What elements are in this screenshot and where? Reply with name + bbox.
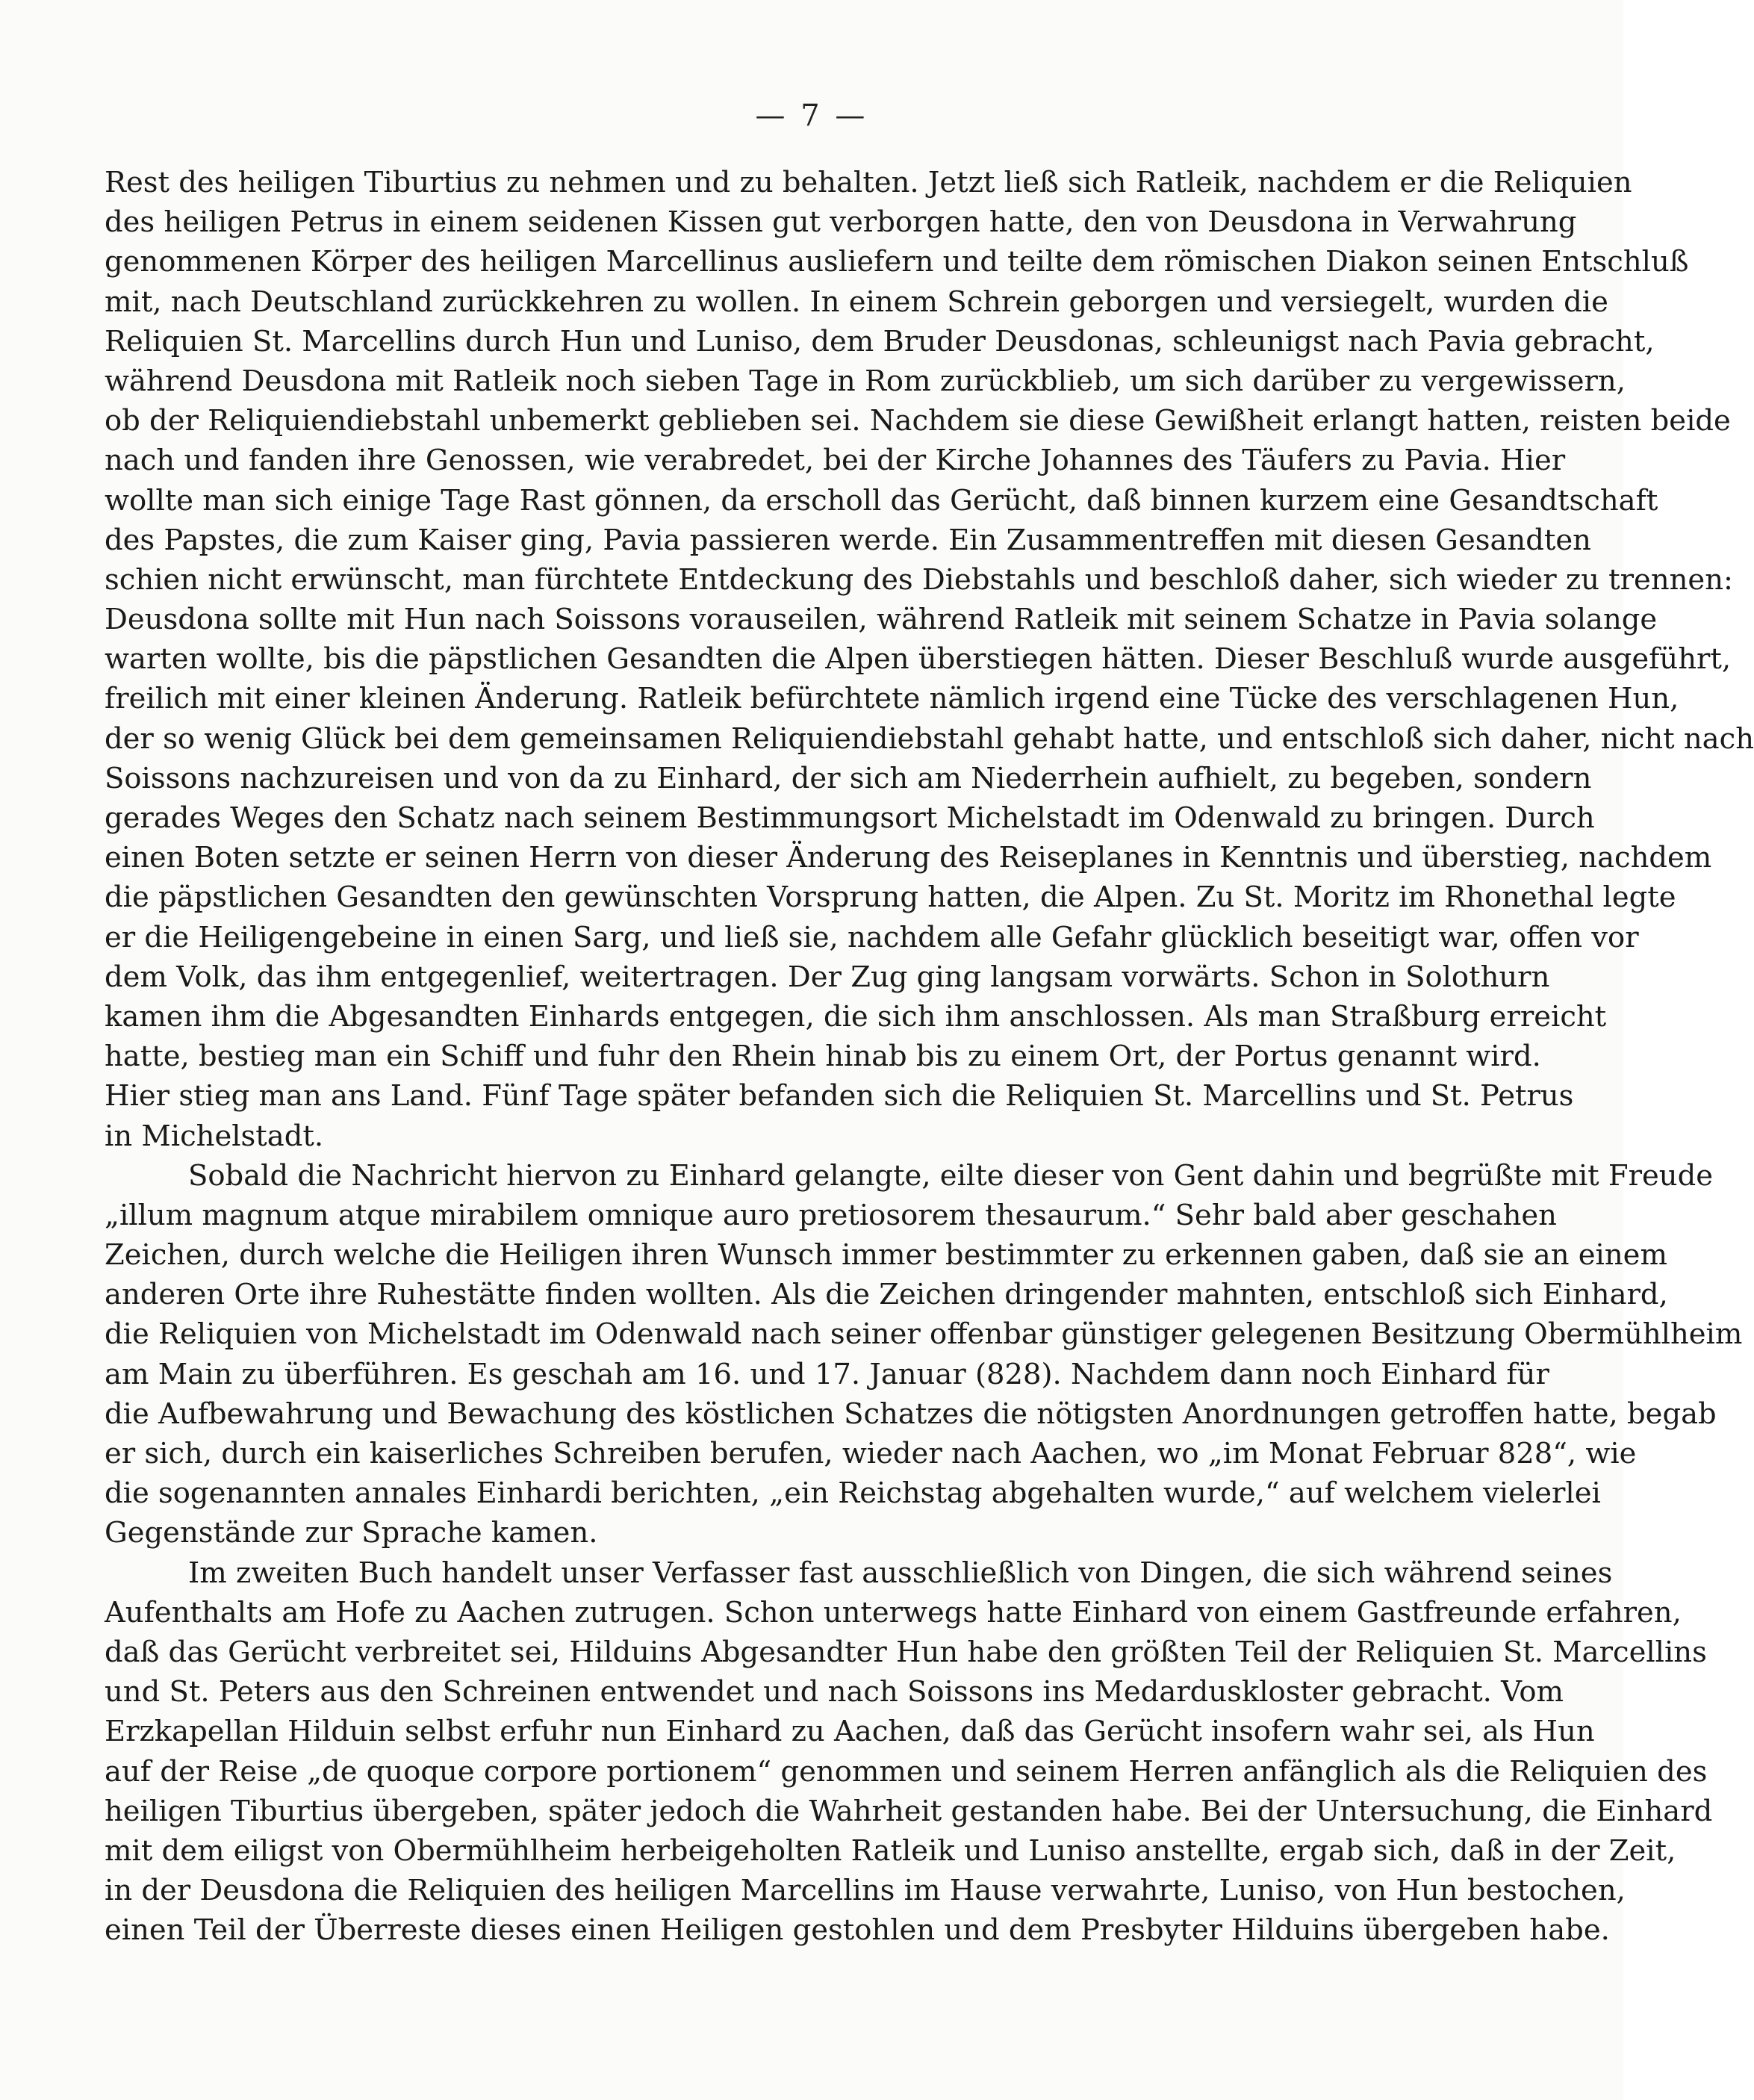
text-line: Gegenstände zur Sprache kamen. (105, 1516, 598, 1550)
text-line: anderen Orte ihre Ruhestätte finden wollten. Als die Zeichen dringender mahnten, entschloß sich Einhard, (105, 1278, 1668, 1312)
text-line: Sobald die Nachricht hiervon zu Einhard gelangte, eilte dieser von Gent dahin und begrüßte mit Freude (188, 1158, 1714, 1193)
paragraph-1 (105, 163, 1754, 1156)
text-line: die päpstlichen Gesandten den gewünschten Vorsprung hatten, die Alpen. Zu St. Moritz im Rhonethal legte (105, 880, 1676, 915)
text-line: Im zweiten Buch handelt unser Verfasser fast ausschließlich von Dingen, die sich während seines (188, 1556, 1613, 1590)
text-line: mit, nach Deutschland zurückkehren zu wollen. In einem Schrein geborgen und versiegelt, wurden die (105, 285, 1608, 319)
text-line: in der Deusdona die Reliquien des heiligen Marcellins im Hause verwahrte, Luniso, von Hun bestochen, (105, 1874, 1626, 1908)
text-line: mit dem eiligst von Obermühlheim herbeigeholten Ratleik und Luniso anstellte, ergab sich, daß in der Zeit, (105, 1833, 1676, 1868)
text-line: genommenen Körper des heiligen Marcellinus ausliefern und teilte dem römischen Diakon seinen Entschluß (105, 245, 1689, 279)
text-line: heiligen Tiburtius übergeben, später jedoch die Wahrheit gestanden habe. Bei der Untersuchung, die Einhard (105, 1794, 1713, 1828)
text-line: freilich mit einer kleinen Änderung. Ratleik befürchtete nämlich irgend eine Tücke des verschlagenen Hun, (105, 682, 1679, 716)
text-line: hatte, bestieg man ein Schiff und fuhr den Rhein hinab bis zu einem Ort, der Portus genannt wird. (105, 1040, 1541, 1074)
text-line: die sogenannten annales Einhardi berichten, „ein Reichstag abgehalten wurde,“ auf welchem vielerlei (105, 1476, 1601, 1511)
text-line: warten wollte, bis die päpstlichen Gesandten die Alpen überstiegen hätten. Dieser Beschluß wurde ausgeführt, (105, 642, 1732, 677)
text-line: kamen ihm die Abgesandten Einhards entgegen, die sich ihm anschlossen. Als man Straßburg erreicht (105, 999, 1607, 1034)
page-number: — 7 — (755, 99, 868, 133)
text-line: Hier stieg man ans Land. Fünf Tage später befanden sich die Reliquien St. Marcellins und St. Petrus (105, 1079, 1574, 1113)
text-line: des heiligen Petrus in einem seidenen Kissen gut verborgen hatte, den von Deusdona in Verwahrung (105, 205, 1577, 240)
text-line: Reliquien St. Marcellins durch Hun und Luniso, dem Bruder Deusdonas, schleunigst nach Pavia gebracht, (105, 324, 1655, 358)
text-line: der so wenig Glück bei dem gemeinsamen Reliquiendiebstahl gehabt hatte, und entschloß sich daher, nicht nach (105, 721, 1754, 756)
text-line: daß das Gerücht verbreitet sei, Hilduins Abgesandter Hun habe den größten Teil der Reliquien St. Marcellins (105, 1635, 1707, 1669)
text-line: und St. Peters aus den Schreinen entwendet und nach Soissons ins Medarduskloster gebracht. Vom (105, 1675, 1564, 1709)
body-text (105, 163, 1754, 1950)
text-line: des Papstes, die zum Kaiser ging, Pavia passieren werde. Ein Zusammentreffen mit diesen Gesandten (105, 523, 1591, 557)
text-line: wollte man sich einige Tage Rast gönnen, da erscholl das Gerücht, daß binnen kurzem eine Gesandtschaft (105, 483, 1658, 518)
paragraph-3 (105, 1553, 1713, 1951)
text-line: am Main zu überführen. Es geschah am 16. und 17. Januar (828). Nachdem dann noch Einhard für (105, 1357, 1549, 1391)
text-line: die Aufbewahrung und Bewachung des köstlichen Schatzes die nötigsten Anordnungen getroffen hatte, begab (105, 1397, 1717, 1431)
text-line: er sich, durch ein kaiserliches Schreiben berufen, wieder nach Aachen, wo „im Monat Februar 828“, wie (105, 1437, 1637, 1470)
text-line: Zeichen, durch welche die Heiligen ihren Wunsch immer bestimmter zu erkennen gaben, daß sie an einem (105, 1238, 1667, 1273)
text-line: einen Teil der Überreste dieses einen Heiligen gestohlen und dem Presbyter Hilduins übergeben habe. (105, 1913, 1610, 1948)
text-line: Erzkapellan Hilduin selbst erfuhr nun Einhard zu Aachen, daß das Gerücht insofern wahr sei, als Hun (105, 1715, 1595, 1749)
text-line: dem Volk, das ihm entgegenlief, weitertragen. Der Zug ging langsam vorwärts. Schon in Solothurn (105, 960, 1550, 994)
text-line: schien nicht erwünscht, man fürchtete Entdeckung des Diebstahls und beschloß daher, sich wieder zu trennen: (105, 562, 1733, 597)
text-line: er die Heiligengebeine in einen Sarg, und ließ sie, nachdem alle Gefahr glücklich beseitigt war, offen vor (105, 920, 1639, 954)
text-line: während Deusdona mit Ratleik noch sieben Tage in Rom zurückblieb, um sich darüber zu vergewissern, (105, 364, 1626, 398)
text-line: nach und fanden ihre Genossen, wie verabredet, bei der Kirche Johannes des Täufers zu Pavia. Hier (105, 444, 1566, 478)
paragraph-2 (105, 1156, 1743, 1553)
text-line: ob der Reliquiendiebstahl unbemerkt geblieben sei. Nachdem sie diese Gewißheit erlangt hatten, reisten beide (105, 404, 1731, 438)
text-line: gerades Weges den Schatz nach seinem Bestimmungsort Michelstadt im Odenwald zu bringen. Durch (105, 801, 1595, 835)
text-line: „illum magnum atque mirabilem omnique auro pretiosorem thesaurum.“ Sehr bald aber geschahen (105, 1198, 1557, 1232)
text-line: in Michelstadt. (105, 1119, 324, 1153)
text-line: Soissons nachzureisen und von da zu Einhard, der sich am Niederrhein aufhielt, zu begeben, sondern (105, 761, 1592, 795)
text-line: Deusdona sollte mit Hun nach Soissons vorauseilen, während Ratleik mit seinem Schatze in Pavia solange (105, 603, 1658, 637)
text-line: die Reliquien von Michelstadt im Odenwald nach seiner offenbar günstiger gelegenen Besitzung Obermühlheim (105, 1317, 1743, 1352)
text-line: Aufenthalts am Hofe zu Aachen zutrugen. Schon unterwegs hatte Einhard von einem Gastfreunde erfahren, (105, 1595, 1682, 1630)
text-line: einen Boten setzte er seinen Herrn von dieser Änderung des Reiseplanes in Kenntnis und überstieg, nachdem (105, 841, 1712, 875)
text-line: Rest des heiligen Tiburtius zu nehmen und zu behalten. Jetzt ließ sich Ratleik, nachdem er die Reliquien (105, 166, 1632, 199)
text-line: auf der Reise „de quoque corpore portionem“ genommen und seinem Herren anfänglich als die Reliquien des (105, 1754, 1708, 1789)
